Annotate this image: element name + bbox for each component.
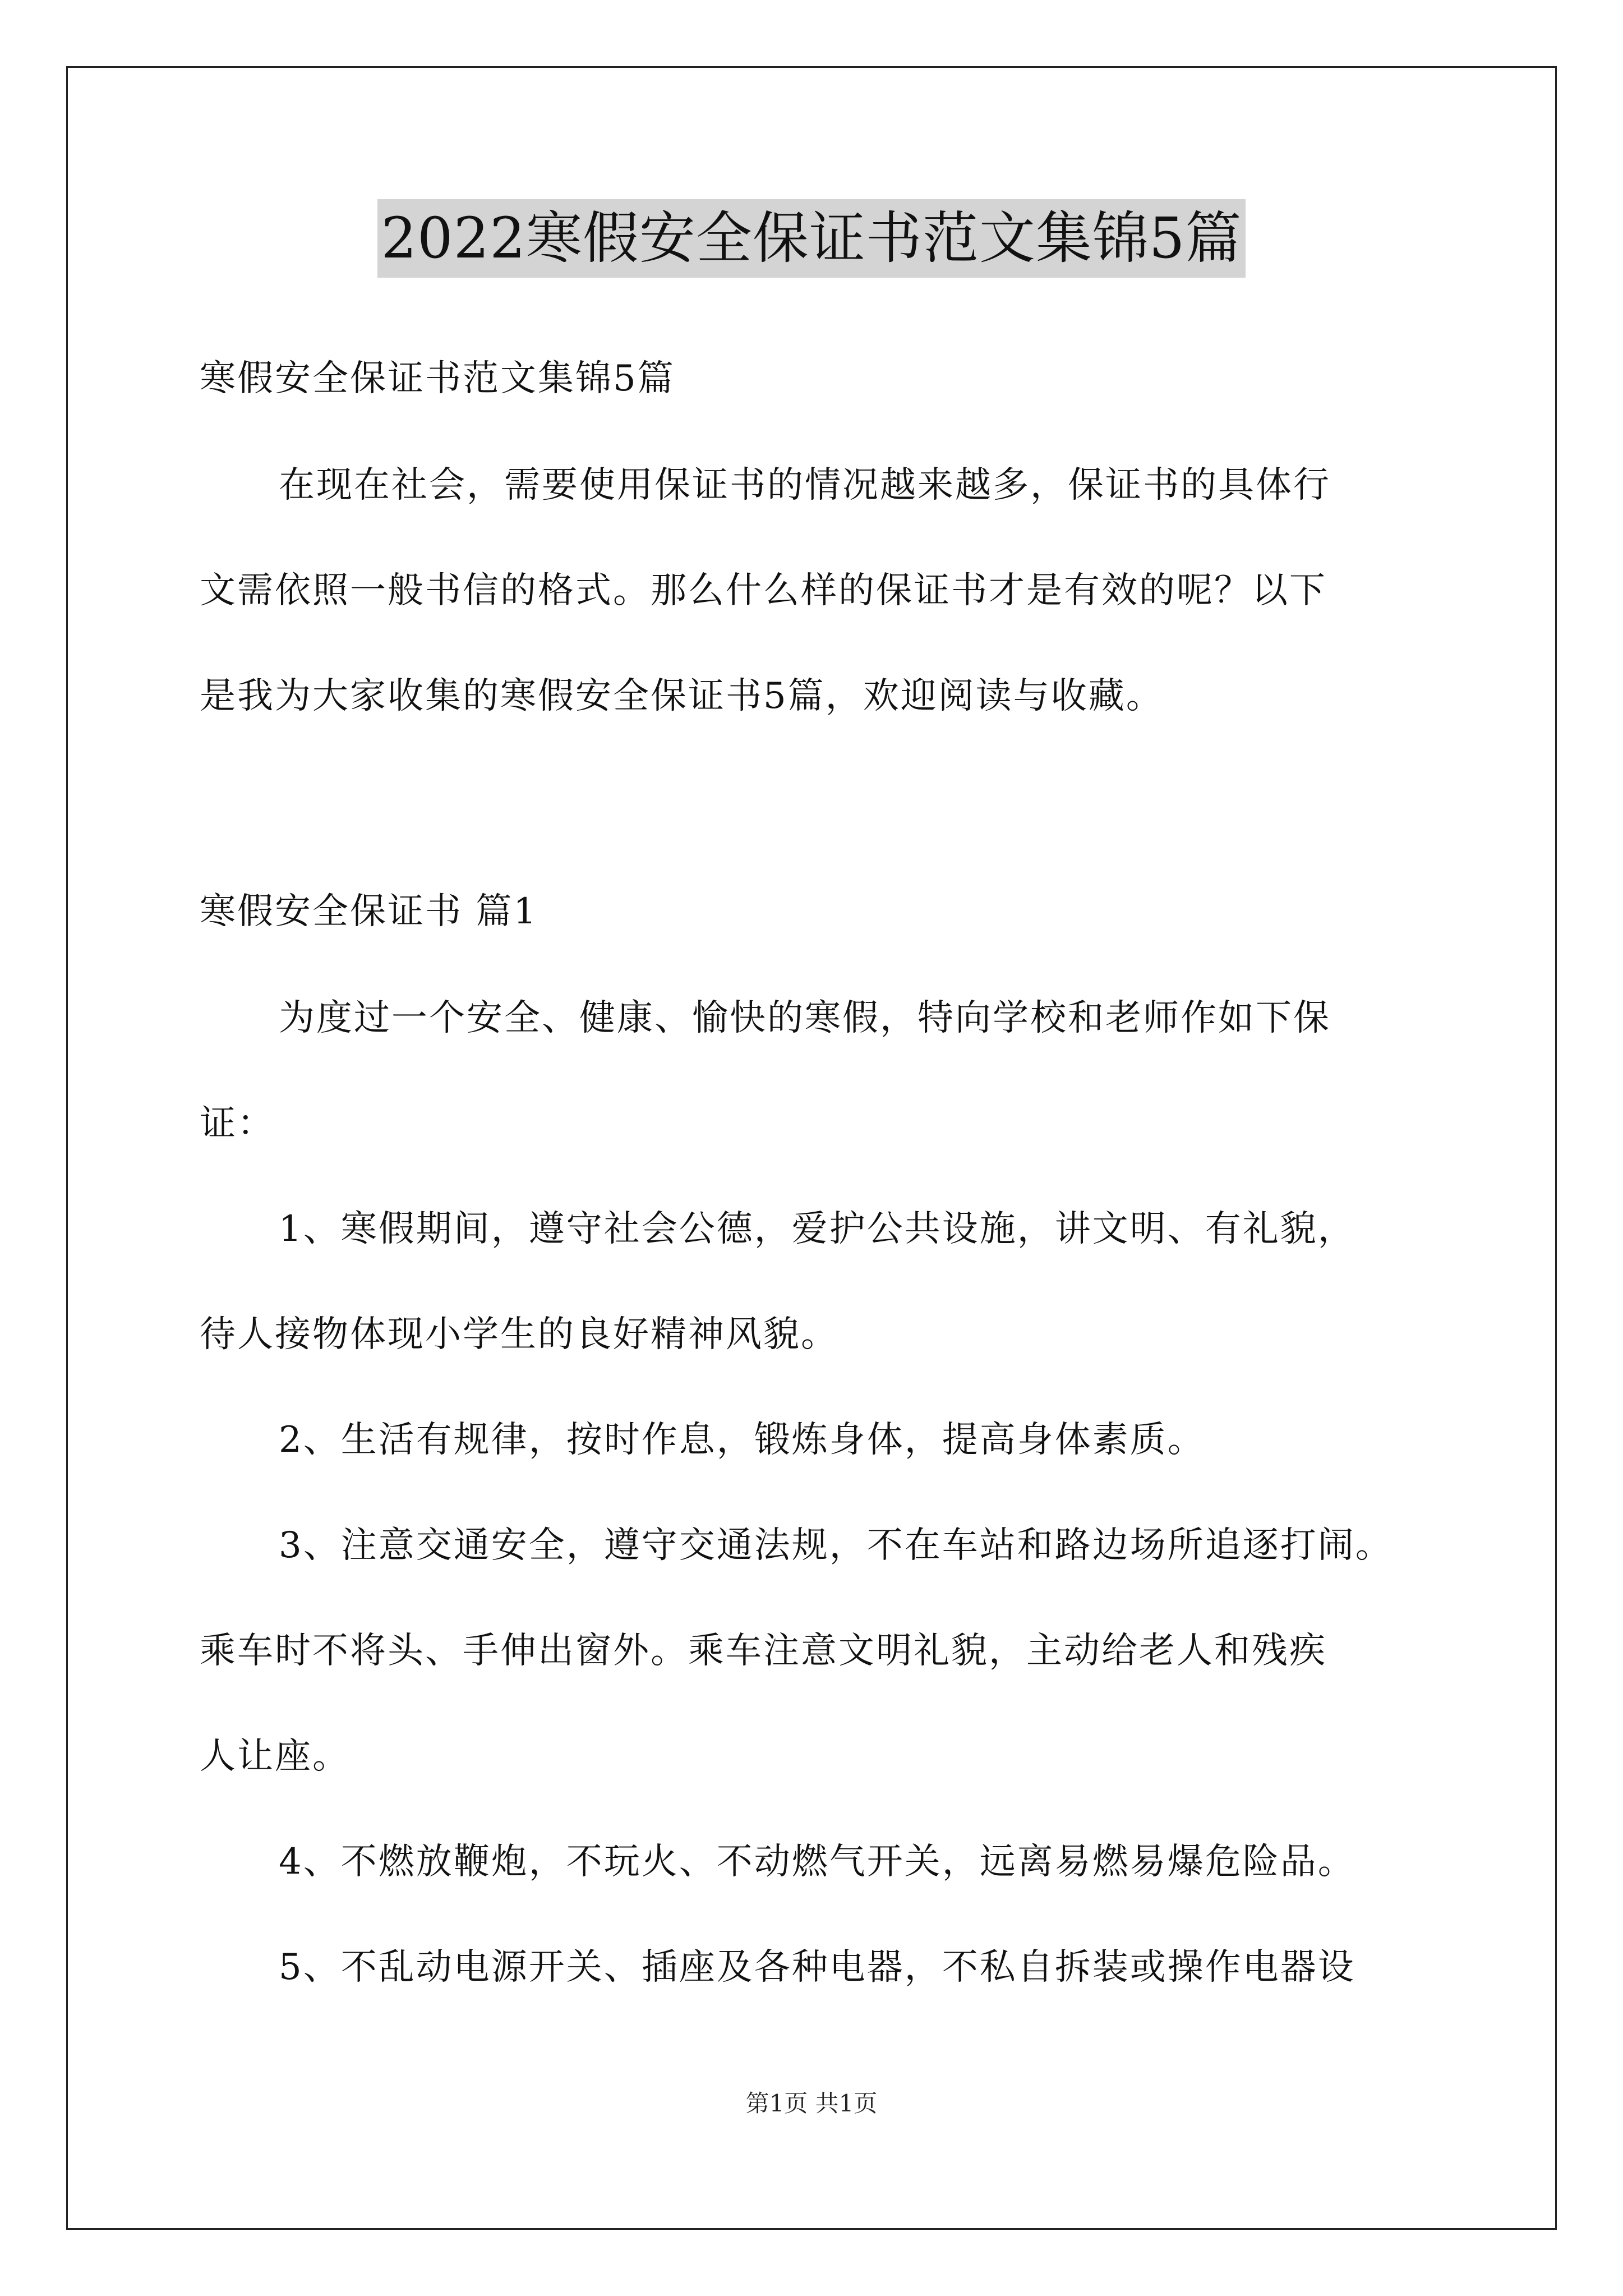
body-line-7: 乘车时不将头、手伸出窗外。乘车注意文明礼貌，主动给老人和残疾	[200, 1630, 1327, 1672]
body-line-10: 5、不乱动电源开关、插座及各种电器，不私自拆装或操作电器设	[279, 1947, 1355, 1988]
intro-line-1: 在现在社会，需要使用保证书的情况越来越多，保证书的具体行	[279, 464, 1331, 506]
body-line-9: 4、不燃放鞭炮，不玩火、不动燃气开关，远离易燃易爆危险品。	[279, 1841, 1355, 1883]
body-line-1: 为度过一个安全、健康、愉快的寒假，特向学校和老师作如下保	[279, 997, 1331, 1039]
body-line-6: 3、注意交通安全，遵守交通法规，不在车站和路边场所追逐打闹。	[279, 1525, 1393, 1566]
intro-line-2: 文需依照一般书信的格式。那么什么样的保证书才是有效的呢？以下	[200, 570, 1327, 611]
body-line-4: 待人接物体现小学生的良好精神风貌。	[200, 1314, 838, 1355]
document-title: 2022寒假安全保证书范文集锦5篇	[377, 199, 1245, 278]
body-line-3: 1、寒假期间，遵守社会公德，爱护公共设施，讲文明、有礼貌，	[279, 1208, 1355, 1250]
section-heading: 寒假安全保证书 篇1	[200, 891, 538, 932]
body-line-8: 人让座。	[200, 1736, 350, 1777]
document-subtitle: 寒假安全保证书范文集锦5篇	[200, 358, 675, 399]
body-line-5: 2、生活有规律，按时作息，锻炼身体，提高身体素质。	[279, 1419, 1205, 1461]
intro-line-3: 是我为大家收集的寒假安全保证书5篇，欢迎阅读与收藏。	[200, 675, 1164, 717]
page-footer: 第1页 共1页	[745, 2090, 878, 2117]
title-block	[0, 199, 1623, 278]
body-line-2: 证：	[200, 1103, 275, 1144]
